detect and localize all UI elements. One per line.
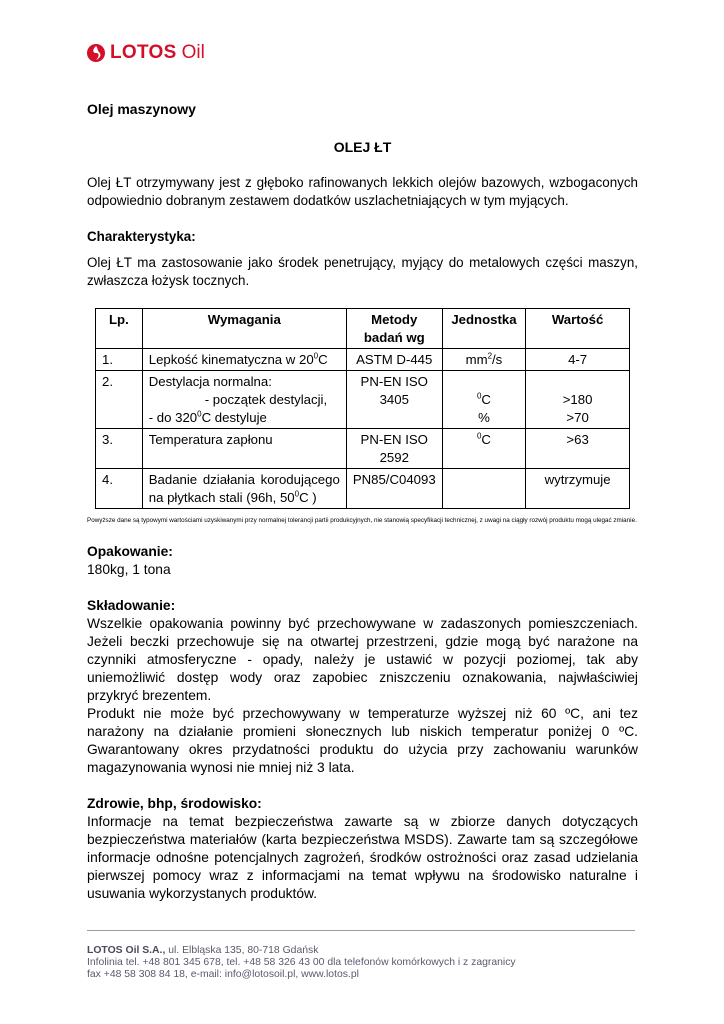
header-value: Wartość	[526, 309, 630, 349]
product-intro: Olej ŁT otrzymywany jest z głęboko rafinowanych lekkich olejów bazowych, wzbogaconych odpowiednio dobranym zestawem dodatków uszlachetniających w tym myjących.	[87, 175, 638, 208]
row-lp: 3.	[96, 429, 143, 469]
row-value: 4-7	[526, 349, 630, 371]
storage-paragraph-2: Produkt nie może być przechowywany w temperaturze wyższej niż 60 ºC, ani tez narażony na działanie promieni słonecznych lub niskich temperatur poniżej 0 ºC. Gwarantowany okres przydatności produktu do użycia przy zachowaniu warunków magazynowania wynosi nie mniej niż 3 lata.	[87, 706, 638, 775]
row-unit	[442, 469, 526, 509]
row-unit: $^0$C %	[442, 371, 526, 429]
footer-phone: Infolinia tel. +48 801 345 678, tel. +48 58 326 43 00 dla telefonów komórkowych i z zagranicy	[87, 957, 516, 968]
footer-address: LOTOS Oil S.A., ul. Elbląska 135, 80-718 Gdańsk	[87, 945, 319, 956]
characteristics-text: Olej ŁT ma zastosowanie jako środek penetrujący, myjący do metalowych części maszyn, zwłaszcza łożysk tocznych.	[87, 255, 638, 288]
health-heading: Zdrowie, bhp, środowisko:	[87, 796, 262, 811]
table-row	[96, 429, 630, 469]
packaging-heading: Opakowanie:	[87, 544, 173, 559]
footer-company: LOTOS Oil S.A.,	[87, 945, 166, 956]
spec-table-header	[96, 309, 630, 349]
row-requirement: Badanie działania korodującego na płytkach stali (96h, $50^0C$ )	[142, 469, 346, 509]
table-row	[96, 349, 630, 371]
row-method: PN85/C04093	[346, 469, 442, 509]
lotos-oil-logo	[86, 42, 205, 64]
row-value: >63	[526, 429, 630, 469]
packaging-text: 180kg, 1 tona	[87, 562, 171, 577]
table-row	[96, 469, 630, 509]
header-requirements: Wymagania	[142, 309, 346, 349]
document-body	[87, 100, 638, 903]
row-value: >180 >70	[526, 371, 630, 429]
header-methods: Metody badań wg	[346, 309, 442, 349]
product-name: OLEJ ŁT	[333, 139, 392, 155]
logo-suffix: Oil	[181, 42, 205, 63]
spec-table	[95, 308, 630, 509]
row-lp: 4.	[96, 469, 143, 509]
storage-paragraph-1: Wszelkie opakowania powinny być przechowywane w zadaszonych pomieszczeniach. Jeżeli beczki przechowuje się na otwartej przestrzeni, gdzie mogą być narażone na czynniki atmosferyczne - opady, należy je ustawić w pozycji poziomej, tak aby uniemożliwić dostęp wody oraz zapobiec zniszczeniu oznakowania, najwłaściwiej przykryć brezentem.	[87, 616, 638, 703]
disclaimer-note: Powyższe dane są typowymi wartościami uzyskiwanymi przy normalnej tolerancji partii produkcyjnych, nie stanowią specyfikacji technicznej, z uwagi na ciągły rozwój produktu mogą ulegać zmianie.	[87, 517, 637, 524]
row-lp: 2.	[96, 371, 143, 429]
row-method: ASTM D-445	[346, 349, 442, 371]
health-text: Informacje na temat bezpieczeństwa zawarte są w zbiorze danych dotyczących bezpieczeństwa materiałów (karta bezpieczeństwa MSDS). Zawarte tam są szczegółowe informacje odnośne potencjalnych zagrożeń, środków ostrożności oraz zasad udzielania pierwszej pomocy wraz z informacjami na temat wpływu na środowisko naturalne i usuwania wykorzystanych produktów.	[87, 814, 638, 901]
logo-brand: LOTOS	[110, 42, 177, 63]
footer	[87, 945, 516, 981]
product-category: Olej maszynowy	[87, 101, 196, 117]
row-value: wytrzymuje	[526, 469, 630, 509]
row-unit: $^0$C	[442, 429, 526, 469]
footer-contact: fax +48 58 308 84 18, e-mail: info@lotosoil.pl, www.lotos.pl	[87, 969, 359, 980]
header-lp: Lp.	[96, 309, 143, 349]
row-method: PN-EN ISO 2592	[346, 429, 442, 469]
row-lp: 1.	[96, 349, 143, 371]
row-requirement: Temperatura zapłonu	[142, 429, 346, 469]
row-requirement: Lepkość kinematyczna w $20^0C$	[142, 349, 346, 371]
characteristics-heading: Charakterystyka:	[87, 229, 196, 244]
table-row	[96, 371, 630, 429]
footer-divider	[87, 930, 635, 931]
header-unit: Jednostka	[442, 309, 526, 349]
row-method: PN-EN ISO 3405	[346, 371, 442, 429]
lotos-flame-icon	[86, 43, 106, 63]
row-unit: $mm^2/s$	[442, 349, 526, 371]
row-requirement: Destylacja normalna: - początek destylacji, - do $320^0C$ destyluje	[142, 371, 346, 429]
storage-heading: Składowanie:	[87, 598, 176, 613]
